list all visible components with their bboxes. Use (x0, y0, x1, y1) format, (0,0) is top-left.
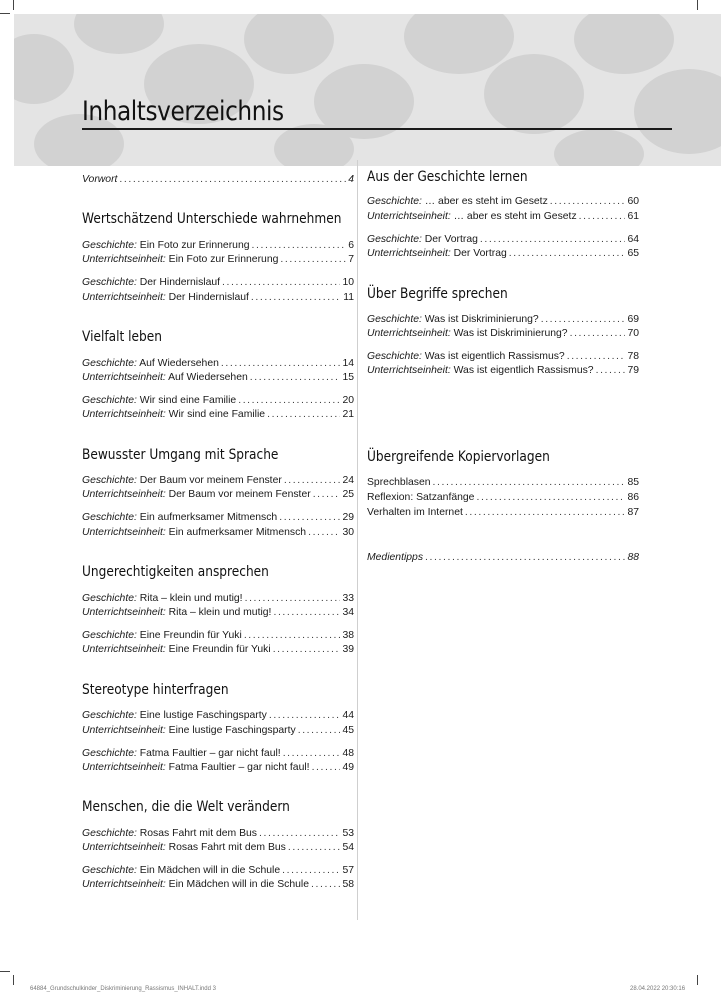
toc-entry-title: Fatma Faultier – gar nicht faul! (136, 748, 281, 759)
toc-entry-title: Verhalten im Internet (367, 507, 463, 518)
page-title: Inhaltsverzeichnis (82, 96, 284, 127)
dot-leader (269, 709, 341, 723)
toc-entry-type: Unterrichtseinheit: (82, 607, 166, 618)
toc-entry-title: Was ist eigentlich Rassismus? (421, 351, 565, 362)
dot-leader (222, 276, 340, 290)
toc-entry-label (367, 313, 539, 327)
crop-mark (697, 0, 698, 10)
toc-entry-title: Eine lustige Faschingsparty (136, 710, 267, 721)
page-number: 64 (627, 234, 639, 245)
toc-entry-title: Auf Wiedersehen (136, 358, 219, 369)
footer-timestamp: 28.04.2022 20:30:16 (630, 986, 686, 992)
toc-entry[interactable] (82, 747, 354, 761)
toc-entry-type: Geschichte: (82, 593, 137, 604)
toc-entry-title: Was ist eigentlich Rassismus? (450, 365, 594, 376)
crop-mark (0, 971, 10, 972)
toc-entry-type: Geschichte: (367, 234, 422, 245)
dot-leader (282, 864, 340, 878)
page-number: 88 (627, 552, 639, 563)
toc-entry-label (82, 864, 280, 878)
toc-entry-label (367, 491, 474, 505)
toc-entry-title: Ein Foto zur Erinnerung (165, 254, 279, 265)
page-number: 10 (342, 277, 354, 288)
toc-entry[interactable] (82, 878, 354, 892)
page-number: 86 (627, 492, 639, 503)
toc-entry-title: Der Hindernislauf (165, 292, 249, 303)
page-number: 49 (342, 762, 354, 773)
toc-entry[interactable] (367, 476, 639, 490)
page-number: 25 (342, 489, 354, 500)
dot-leader (279, 511, 340, 525)
toc-entry-label (82, 606, 271, 620)
toc-entry-label (367, 551, 423, 565)
toc-entry-label (82, 526, 306, 540)
dot-leader (267, 408, 340, 422)
toc-entry-type: Unterrichtseinheit: (82, 489, 166, 500)
toc-entry[interactable] (82, 709, 354, 723)
dot-leader (283, 747, 341, 761)
dot-leader (509, 247, 626, 261)
page-number: 24 (342, 475, 354, 486)
toc-entry-type: Geschichte: (367, 314, 422, 325)
toc-entry-label (367, 247, 507, 261)
dot-leader (221, 357, 341, 371)
toc-entry-title: Rita – klein und mutig! (136, 593, 243, 604)
toc-entry[interactable] (82, 827, 354, 841)
page-number: 39 (342, 644, 354, 655)
dot-leader (541, 313, 626, 327)
toc-entry[interactable] (82, 629, 354, 643)
toc-entry-title: Der Vortrag (450, 248, 507, 259)
toc-entry-title: Der Vortrag (421, 234, 478, 245)
toc-entry-label (82, 761, 310, 775)
dot-leader (238, 394, 340, 408)
toc-entry-type: Unterrichtseinheit: (82, 527, 166, 538)
toc-entry-type: Unterrichtseinheit: (82, 372, 166, 383)
dot-leader (550, 195, 626, 209)
toc-entry-label (82, 371, 248, 385)
toc-entry-type: Unterrichtseinheit: (367, 211, 451, 222)
toc-entry-type: Vorwort (82, 174, 118, 185)
toc-entry[interactable] (82, 724, 354, 738)
page-number: 54 (342, 842, 354, 853)
toc-entry-type: Geschichte: (367, 351, 422, 362)
toc-entry-label (82, 357, 219, 371)
section-heading: Stereotype hinterfragen (82, 682, 229, 698)
dot-leader (579, 210, 626, 224)
toc-entry-type: Unterrichtseinheit: (82, 762, 166, 773)
toc-entry[interactable] (82, 592, 354, 606)
toc-entry[interactable] (367, 313, 639, 327)
toc-entry-title: Fatma Faultier – gar nicht faul! (165, 762, 310, 773)
toc-entry-label (82, 878, 309, 892)
toc-entry-type: Unterrichtseinheit: (82, 254, 166, 265)
dot-leader (280, 253, 346, 267)
toc-entry-label (82, 747, 281, 761)
dot-leader (312, 761, 341, 775)
title-underline (82, 128, 672, 130)
crop-mark (13, 975, 14, 985)
toc-entry-label (82, 408, 265, 422)
toc-entry[interactable] (82, 408, 354, 422)
page-number: 61 (627, 211, 639, 222)
toc-entry-label (82, 511, 277, 525)
toc-entry[interactable] (82, 253, 354, 267)
toc-entry-type: Unterrichtseinheit: (82, 409, 166, 420)
dot-leader (288, 841, 341, 855)
footer-filename: 64884_Grundschulkinder_Diskriminierung_Rassismus_INHALT.indd 3 (30, 986, 216, 992)
toc-entry-label (82, 291, 249, 305)
dot-leader (273, 643, 341, 657)
page-number: 79 (627, 365, 639, 376)
toc-entry-label (82, 709, 267, 723)
toc-entry[interactable] (82, 606, 354, 620)
toc-entry-label (82, 629, 242, 643)
toc-entry-type: Unterrichtseinheit: (82, 879, 166, 890)
toc-entry-title: Was ist Diskriminierung? (450, 328, 568, 339)
page-number: 45 (342, 725, 354, 736)
toc-entry-title: Eine Freundin für Yuki (136, 630, 242, 641)
toc-entry-label (367, 350, 565, 364)
toc-entry-label (367, 506, 463, 520)
toc-entry-type: Geschichte: (82, 512, 137, 523)
toc-entry[interactable] (82, 841, 354, 855)
toc-entry-title: Wir sind eine Familie (165, 409, 266, 420)
page-number: 44 (342, 710, 354, 721)
page-number: 60 (627, 196, 639, 207)
header-decoration (14, 14, 721, 166)
toc-entry-type: Medientipps (367, 552, 424, 563)
toc-entry[interactable] (82, 357, 354, 371)
page-number: 33 (342, 593, 354, 604)
section-heading: Ungerechtigkeiten ansprechen (82, 564, 269, 580)
section-heading: Übergreifende Kopiervorlagen (367, 449, 550, 465)
toc-entry-type: Geschichte: (82, 475, 137, 486)
toc-entry-title: Eine lustige Faschingsparty (165, 725, 296, 736)
toc-entry-type: Geschichte: (82, 277, 137, 288)
toc-entry[interactable] (82, 394, 354, 408)
toc-entry[interactable] (367, 350, 639, 364)
dot-leader (245, 592, 341, 606)
page-number: 6 (348, 240, 354, 251)
toc-entry-label (82, 724, 296, 738)
page-number: 14 (342, 358, 354, 369)
toc-entry-title: Rosas Fahrt mit dem Bus (136, 828, 257, 839)
dot-leader (284, 474, 341, 488)
toc-entry-type: Unterrichtseinheit: (367, 328, 451, 339)
toc-entry-type: Unterrichtseinheit: (82, 644, 166, 655)
toc-entry-title: Wir sind eine Familie (136, 395, 237, 406)
toc-entry-label (367, 233, 478, 247)
toc-entry[interactable] (367, 327, 639, 341)
page-number: 87 (627, 507, 639, 518)
toc-entry-type: Geschichte: (82, 630, 137, 641)
toc-entry[interactable] (82, 864, 354, 878)
toc-entry-title: Der Baum vor meinem Fenster (136, 475, 282, 486)
toc-entry-title: Der Baum vor meinem Fenster (165, 489, 311, 500)
toc-entry-title: Rosas Fahrt mit dem Bus (165, 842, 286, 853)
page-number: 11 (343, 292, 354, 303)
toc-entry-label (367, 327, 568, 341)
toc-entry-label (82, 592, 243, 606)
dot-leader (465, 506, 626, 520)
dot-leader (476, 491, 625, 505)
toc-entry-type: Unterrichtseinheit: (367, 365, 451, 376)
page-number: 70 (627, 328, 639, 339)
section-heading: Aus der Geschichte lernen (367, 169, 528, 185)
toc-entry-type: Unterrichtseinheit: (82, 842, 166, 853)
dot-leader (311, 878, 340, 892)
toc-entry-title: Ein aufmerksamer Mitmensch (136, 512, 278, 523)
toc-entry-type: Unterrichtseinheit: (367, 248, 451, 259)
dot-leader (570, 327, 626, 341)
toc-entry[interactable] (367, 551, 639, 565)
toc-entry-title: … aber es steht im Gesetz (450, 211, 577, 222)
page-number: 34 (342, 607, 354, 618)
toc-entry-label (82, 253, 278, 267)
toc-entry[interactable] (82, 526, 354, 540)
page-number: 69 (627, 314, 639, 325)
toc-entry[interactable] (367, 506, 639, 520)
dot-leader (273, 606, 340, 620)
page-number: 21 (342, 409, 354, 420)
dot-leader (244, 629, 341, 643)
toc-entry-title: Ein aufmerksamer Mitmensch (165, 527, 307, 538)
toc-entry-type: Geschichte: (82, 395, 137, 406)
page-number: 29 (342, 512, 354, 523)
page-number: 15 (342, 372, 354, 383)
toc-entry-label (367, 364, 594, 378)
toc-entry-type: Geschichte: (82, 240, 137, 251)
toc-entry-type: Geschichte: (82, 710, 137, 721)
crop-mark (0, 13, 10, 14)
toc-entry[interactable] (367, 364, 639, 378)
toc-entry-label (82, 239, 250, 253)
toc-entry[interactable] (82, 488, 354, 502)
page-number: 30 (342, 527, 354, 538)
page-number: 38 (342, 630, 354, 641)
toc-entry[interactable] (367, 195, 639, 209)
toc-entry-title: Auf Wiedersehen (165, 372, 248, 383)
toc-entry-label (367, 210, 577, 224)
dot-leader (567, 350, 626, 364)
toc-entry-label (82, 488, 311, 502)
dot-leader (251, 291, 341, 305)
toc-entry[interactable] (82, 173, 354, 187)
toc-entry[interactable] (367, 233, 639, 247)
toc-entry-title: Eine Freundin für Yuki (165, 644, 271, 655)
page-number: 20 (342, 395, 354, 406)
page-number: 58 (342, 879, 354, 890)
dot-leader (425, 551, 625, 565)
toc-entry-label (82, 276, 220, 290)
toc-entry-label (367, 195, 548, 209)
section-heading: Bewusster Umgang mit Sprache (82, 447, 279, 463)
dot-leader (252, 239, 347, 253)
toc-entry-title: Rita – klein und mutig! (165, 607, 272, 618)
toc-entry-type: Geschichte: (82, 748, 137, 759)
section-heading: Vielfalt leben (82, 329, 162, 345)
toc-entry[interactable] (367, 210, 639, 224)
toc-entry[interactable] (82, 239, 354, 253)
page-number: 65 (627, 248, 639, 259)
page-number: 48 (342, 748, 354, 759)
page-number: 57 (342, 865, 354, 876)
toc-entry-label (82, 643, 271, 657)
column-divider (357, 160, 358, 920)
dot-leader (298, 724, 341, 738)
page-number: 4 (348, 174, 354, 185)
section-heading: Menschen, die die Welt verändern (82, 799, 290, 815)
toc-entry-title: Sprechblasen (367, 477, 431, 488)
toc-entry[interactable] (82, 643, 354, 657)
toc-entry[interactable] (82, 761, 354, 775)
dot-leader (119, 173, 346, 187)
toc-entry-title: Was ist Diskriminierung? (421, 314, 539, 325)
dot-leader (596, 364, 626, 378)
dot-leader (259, 827, 340, 841)
toc-entry-type: Geschichte: (367, 196, 422, 207)
toc-entry-label (82, 474, 282, 488)
toc-entry[interactable] (82, 291, 354, 305)
dot-leader (308, 526, 340, 540)
dot-leader (433, 476, 626, 490)
toc-entry-type: Geschichte: (82, 865, 137, 876)
toc-entry-type: Geschichte: (82, 358, 137, 369)
crop-mark (13, 0, 14, 10)
crop-mark (697, 975, 698, 985)
page-number: 78 (627, 351, 639, 362)
section-heading: Wertschätzend Unterschiede wahrnehmen (82, 211, 342, 227)
toc-entry-title: Ein Foto zur Erinnerung (136, 240, 250, 251)
toc-entry[interactable] (82, 511, 354, 525)
toc-entry[interactable] (82, 474, 354, 488)
dot-leader (313, 488, 341, 502)
toc-entry-type: Geschichte: (82, 828, 137, 839)
toc-entry-title: Ein Mädchen will in die Schule (165, 879, 309, 890)
toc-entry-label (82, 173, 117, 187)
toc-entry[interactable] (82, 276, 354, 290)
toc-entry[interactable] (82, 371, 354, 385)
page-number: 85 (627, 477, 639, 488)
toc-entry-title: … aber es steht im Gesetz (421, 196, 548, 207)
toc-entry-title: Reflexion: Satzanfänge (367, 492, 475, 503)
dot-leader (250, 371, 341, 385)
section-heading: Über Begriffe sprechen (367, 286, 508, 302)
toc-entry-type: Unterrichtseinheit: (82, 725, 166, 736)
toc-entry-label (82, 827, 257, 841)
toc-entry-label (82, 394, 236, 408)
toc-entry-title: Ein Mädchen will in die Schule (136, 865, 281, 876)
toc-entry-label (367, 476, 431, 490)
toc-entry[interactable] (367, 491, 639, 505)
dot-leader (480, 233, 626, 247)
toc-entry-title: Der Hindernislauf (136, 277, 221, 288)
toc-entry[interactable] (367, 247, 639, 261)
toc-entry-type: Unterrichtseinheit: (82, 292, 166, 303)
page-number: 7 (348, 254, 354, 265)
page-number: 53 (342, 828, 354, 839)
toc-entry-label (82, 841, 286, 855)
